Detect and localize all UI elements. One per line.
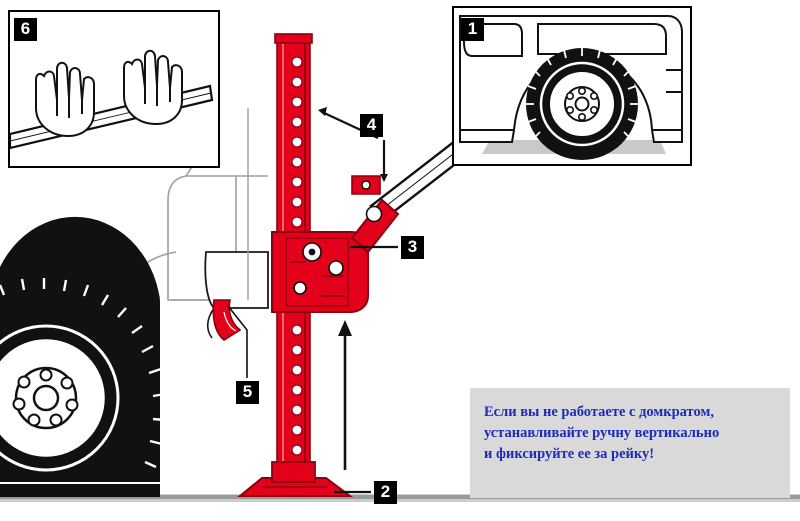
inset-hands-detail: [8, 10, 220, 168]
callout-badge-6: [14, 18, 37, 41]
callout-badge-5: [236, 381, 259, 404]
inset-wheel-drawing: [454, 8, 690, 164]
callout-label-3: 3: [407, 237, 418, 256]
vehicle-tire: [0, 217, 165, 497]
callout-label-5: 5: [242, 382, 253, 401]
callout-badge-4: [360, 114, 383, 137]
warning-note-line-2: устанавливайте ручну вертикально: [484, 425, 720, 441]
callout-label-1: 1: [467, 19, 478, 38]
callout-label-6: 6: [20, 19, 31, 38]
callout-label-4: 4: [366, 115, 377, 134]
inset-wheel-detail: [452, 6, 692, 166]
jack-base-plate: [240, 462, 350, 496]
warning-note-line-3: и фиксируйте ее за рейку!: [484, 446, 655, 462]
inset-hands-drawing: [10, 12, 218, 166]
warning-note: [470, 388, 790, 498]
callout-badge-1: [461, 18, 484, 41]
warning-note-line-1: Если вы не работаете с домкратом,: [484, 404, 714, 420]
callout-badge-3: [401, 236, 424, 259]
callout-label-2: 2: [380, 482, 391, 501]
callout-badge-2: [374, 481, 397, 504]
